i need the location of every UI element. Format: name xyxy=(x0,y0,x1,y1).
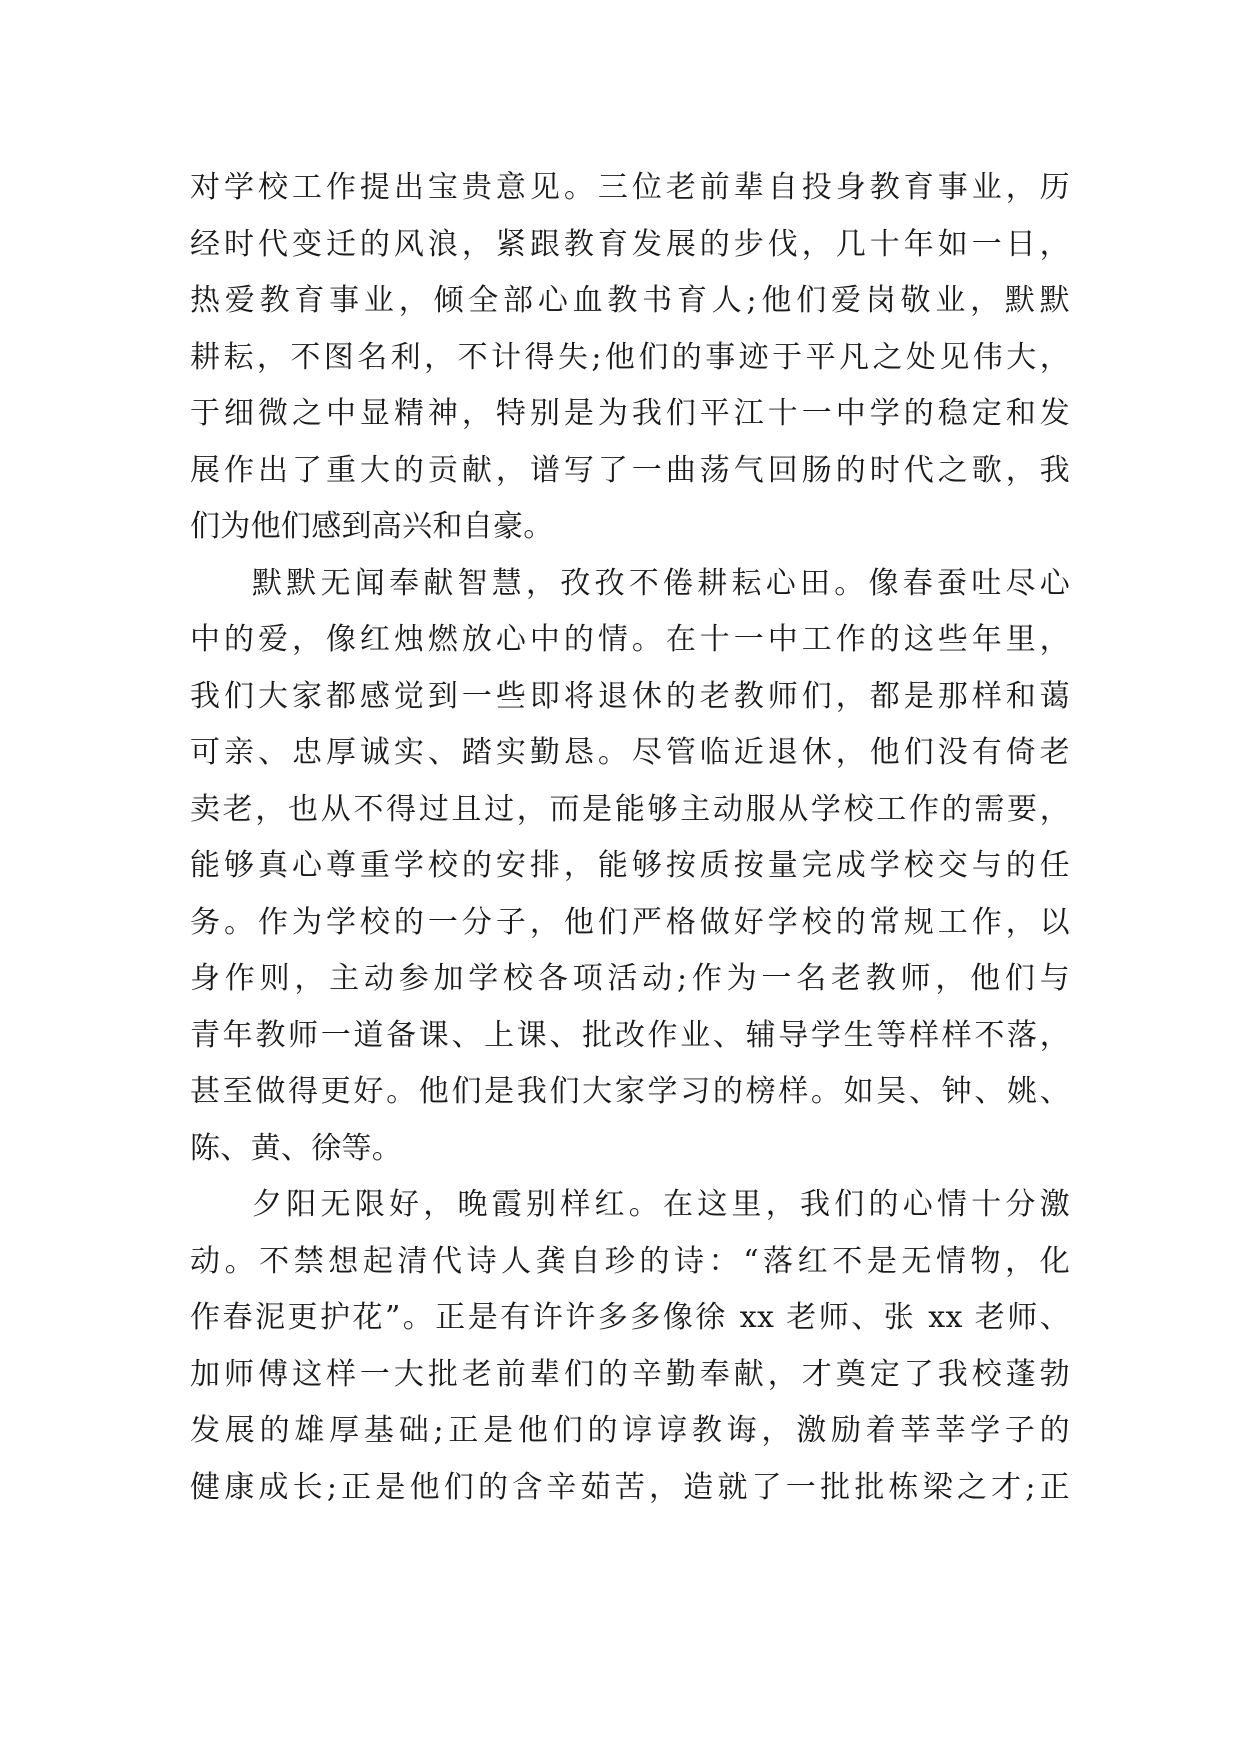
text-line: 甚至做得更好。他们是我们大家学习的榜样。如吴、钟、姚、 xyxy=(190,1074,1070,1109)
text-line: 展作出了重大的贡献，谱写了一曲荡气回肠的时代之歌，我 xyxy=(190,452,1070,488)
text-line: 中的爱，像红烛燃放心中的情。在十一中工作的这些年里， xyxy=(190,622,1070,657)
text-line: 健康成长;正是他们的含辛茹苦，造就了一批批栋梁之才;正 xyxy=(190,1469,1070,1505)
text-line: 们为他们感到高兴和自豪。 xyxy=(190,509,554,544)
text-line: 夕阳无限好，晚霞别样红。在这里，我们的心情十分激 xyxy=(252,1187,1070,1222)
text-line: 加师傅这样一大批老前辈们的辛勤奉献，才奠定了我校蓬勃 xyxy=(190,1356,1070,1392)
paragraph-1 xyxy=(190,160,1070,556)
text-line: 于细微之中显精神，特别是为我们平江十一中学的稳定和发 xyxy=(190,396,1070,431)
text-line: 可亲、忠厚诚实、踏实勤恳。尽管临近退休，他们没有倚老 xyxy=(190,735,1070,770)
text-line: 发展的雄厚基础;正是他们的谆谆教诲，激励着莘莘学子的 xyxy=(190,1413,1070,1448)
text-line: 耕耘，不图名利，不计得失;他们的事迹于平凡之处见伟大， xyxy=(190,339,1070,375)
paragraph-3 xyxy=(190,1177,1070,1516)
document-body xyxy=(190,160,1070,1516)
text-line: 动。不禁想起清代诗人龚自珍的诗：“落红不是无情物，化 xyxy=(190,1243,1070,1279)
text-line: 作春泥更护花”。正是有许许多多像徐 xx 老师、张 xx 老师、 xyxy=(190,1300,1070,1335)
text-line: 陈、黄、徐等。 xyxy=(190,1130,403,1166)
text-line: 务。作为学校的一分子，他们严格做好学校的常规工作，以 xyxy=(190,904,1070,940)
text-line: 热爱教育事业，倾全部心血教书育人;他们爱岗敬业，默默 xyxy=(190,283,1070,318)
paragraph-2 xyxy=(190,556,1070,1178)
text-line: 对学校工作提出宝贵意见。三位老前辈自投身教育事业，历 xyxy=(190,170,1070,205)
text-line: 身作则，主动参加学校各项活动;作为一名老教师，他们与 xyxy=(190,961,1070,996)
text-line: 默默无闻奉献智慧，孜孜不倦耕耘心田。像春蚕吐尽心 xyxy=(252,565,1070,601)
text-line: 卖老，也从不得过且过，而是能够主动服从学校工作的需要， xyxy=(190,791,1070,827)
text-line: 我们大家都感觉到一些即将退休的老教师们，都是那样和蔼 xyxy=(190,678,1070,714)
text-line: 能够真心尊重学校的安排，能够按质按量完成学校交与的任 xyxy=(190,848,1070,883)
text-line: 经时代变迁的风浪，紧跟教育发展的步伐，几十年如一日， xyxy=(190,226,1070,262)
text-line: 青年教师一道备课、上课、批改作业、辅导学生等样样不落， xyxy=(190,1017,1070,1053)
